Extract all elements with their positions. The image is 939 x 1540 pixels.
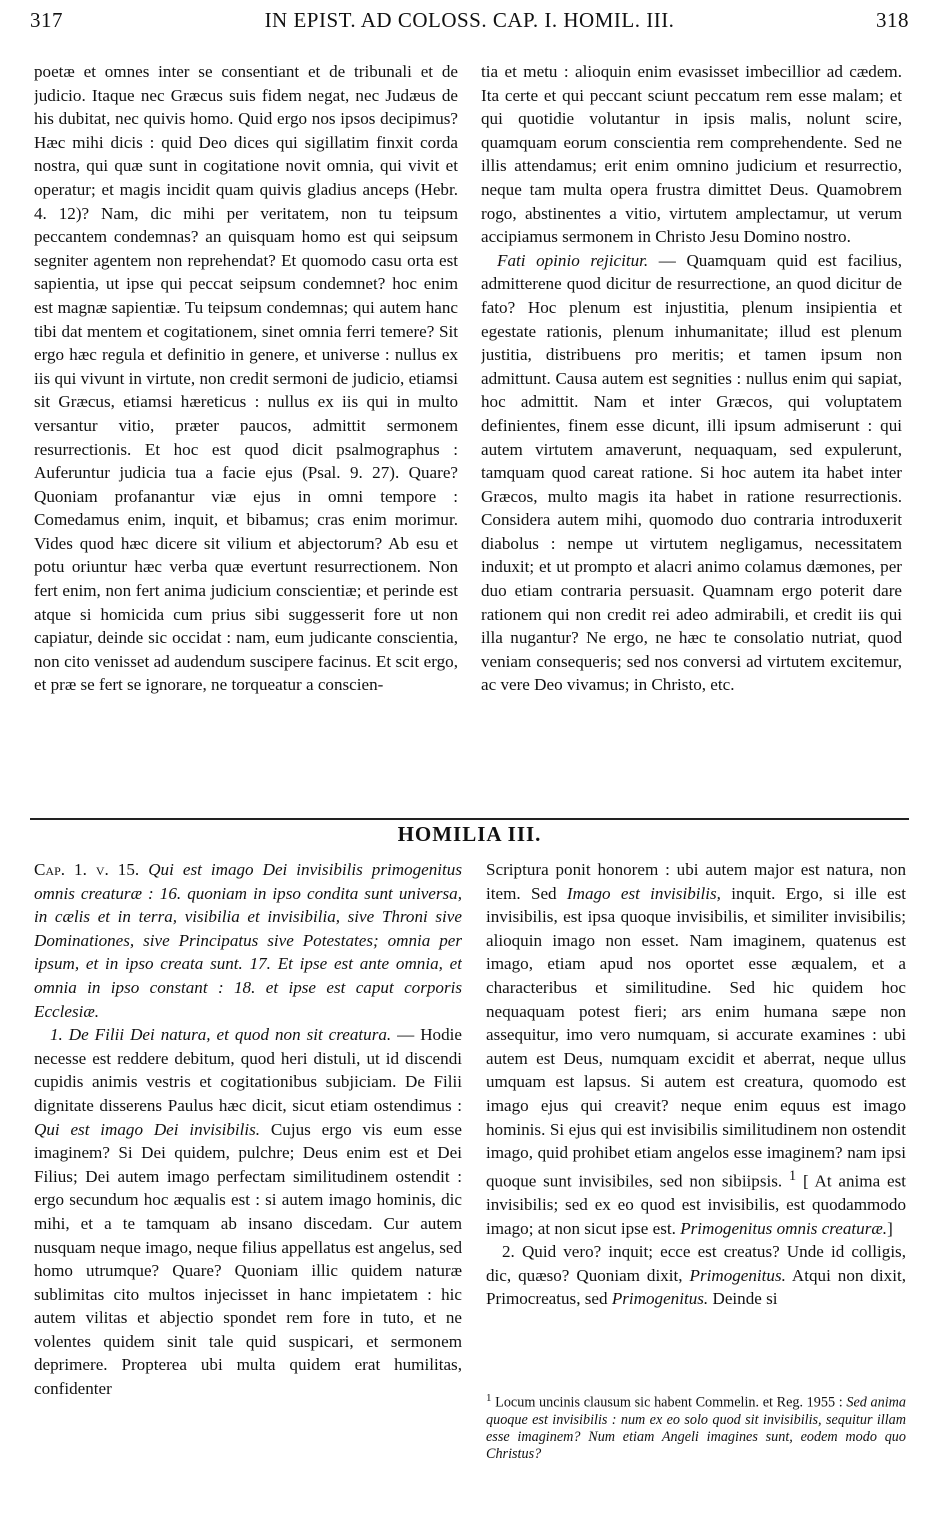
section-divider (30, 818, 909, 820)
body-text: Scriptura ponit honorem : ubi autem major est natura, non item. Sed (486, 860, 906, 903)
body-text: Cujus ergo vis eum esse imaginem? Si Dei quidem, pulchre; Deus enim est et Dei Filius; Dei autem imago perfectam similitudinem ostendit : ergo secundum hoc æqualis est : si autem imago hominis, dic mihi, et a te tamquam ab insano discedam. Cur autem nusquam neque imago, neque filius appellatus est angelus, sed homo utrumque? Quare? Quoniam illic quidem naturæ sublimitas cito multos injecisset in hanc impietatem : hic autem vilitas et abjectio spondet rem fore in tuto, et ne volentes quidem sinit tale quid suspicari, et sermonem deprimere. Propterea ubi multa quidem erat humilitas, confidenter (34, 1119, 462, 1399)
body-text: 2. Quid vero? inquit; ecce est creatus? Unde id colligis, dic, quæso? Quoniam dixit, (486, 1242, 906, 1285)
page-number-left: 317 (30, 8, 63, 32)
body-text: — Quamquam quid est facilius, admitterene quod dicitur de resurrectione, an quod dicitur de fato? Hoc plenum est injustitia, plenum insipientia et egestate rationis, plenum inhumanitate; illud est plenum justitia, distribuens pro meritis; et tamen ipsum non admittunt. Causa autem est segnities : nullus enim qui sapiat, hoc admittit. Nam et inter Græcos, qui voluptatem definientes, finem esse dicunt, illi ipsum admiserunt : qui autem virtutem amaverunt, nequaquam, sed expulerunt, tamquam quod careat ratione. Si hoc autem ita habet inter Græcos, multo magis ita habet in ratione resurrectionis. Considera autem mihi, quomodo duo contraria introduxerit diabolus : nempe ut virtutem negligamus, necessitatem induxit; et ut prompto et alacri animo colamus dæmones, per duo etiam contraria persuasit. Quamnam ergo poterit dare rationem qui non credit rei adeo admirabili, et credit iis qui illa nugantur? Ne ergo, ne hæc te consolatio nutriat, quod veniam consequeris; sed nos conversi ad virtutem excitemur, ac vere Deo vivamus; in Christo, etc. (481, 250, 902, 695)
scripture-passage (34, 858, 462, 1023)
body-text: [ At anima est invisibilis; sed ex eo quod est invisibilis, est quodammodo imago; at non sicut ipse est. (486, 1171, 906, 1238)
scripture-text: Qui est imago Dei invisibilis primogenitus omnis creaturæ : 16. quoniam in ipso condita sunt universa, in cælis et in terra, visibilia et invisibilia, sive Throni sive Dominationes, sive Principatus sive Potestates; omnia per ipsum, et in ipso creata sunt. 17. Et ipse est ante omnia, et omnia in ipso constant : 18. et ipse est caput corporis Ecclesiæ. (34, 860, 462, 1021)
bottom-right-column (486, 858, 906, 1378)
quotation: Primogenitus. (689, 1265, 786, 1285)
section-heading: 1. De Filii Dei natura, et quod non sit creatura. (50, 1025, 392, 1045)
body-text: — Hodie necesse est reddere debitum, quod heri distuli, ut id discendi cupidis animis vestris et cogitationibus subjiciam. De Filii dignitate disserens Paulus hæc dicit, sicut etiam ostendimus : (34, 1025, 462, 1115)
body-paragraph (486, 1240, 906, 1311)
body-text: Atqui non dixit, Primocreatus, sed (486, 1265, 906, 1309)
quotation: Primogenitus. (611, 1289, 709, 1309)
chapter-label: Cap. 1. v. 15. (34, 860, 140, 879)
top-right-column (481, 60, 902, 800)
running-head-title: IN EPIST. AD COLOSS. CAP. I. HOMIL. III. (264, 8, 675, 32)
quotation: Imago est invisibilis, (566, 883, 721, 903)
footnote-text: Locum uncinis clausum sic habent Commelin. et Reg. 1955 : (491, 1394, 847, 1411)
homily-title: HOMILIA III. (397, 822, 542, 846)
footnote (486, 1390, 906, 1463)
running-head (30, 8, 909, 42)
body-paragraph: tia et metu : alioquin enim evasisset imbecillior ad cædem. Ita certe et qui peccant sciunt peccatum rem esse malam; et qui quotidie volutantur in ipsis malis, nolunt scire, quamquam eorum conscientia rem comprehendente. Sed ne illis attendamus; erit enim omnino judicium et resurrectio, neque tam multa opera frustra dimittet Deus. Quamobrem rogo, abstinentes a vitio, virtutem amplectamur, ut verum accipiamus sermonem in Christo Jesu Domino nostro. (481, 62, 902, 247)
quotation: Qui est imago Dei invisibilis. (34, 1119, 261, 1139)
footnote-marker: 1 (486, 1392, 492, 1404)
footnote-marker: 1 (789, 1167, 797, 1184)
body-paragraph (486, 858, 906, 1240)
body-paragraph: poetæ et omnes inter se consentiant et de tribunali et de judicio. Itaque nec Græcus suis fidem negat, nec Judæus de his dubitat, nec quivis homo. Quid ergo nos ipsos decipimus? Hæc mihi dicis : quid Deo dices qui sigillatim finxit corda nostra, qui quæ sunt in cogitatione novit omnia, qui vivit et operatur; et magis incidit quam quivis gladius anceps (Hebr. 4. 12)? Nam, dic mihi per veritatem, non tu teipsum peccantem condemnas? an quisquam homo est qui seipsum segniter agentem non reprehendat? Et quomodo casu orta est sapientia, ut ipse qui peccat seipsum condemnet? hoc enim est magnæ sapientiæ. Tu teipsum condemnas; qui autem hanc tibi dat mentem et cogitationem, sinet omnia ferri temere? Sit ergo hæc regula et definitio in genere, et universe : nullus ex iis qui vivunt in virtute, non credit sermoni de judicio, etiamsi sit Græcus, etiamsi hæreticus : nullus ex iis qui in multo versantur vitio, præter paucos, admittit sermonem resurrectionis. Et hoc est quod dicit psalmographus : Auferuntur judicia tua a facie ejus (Psal. 9. 27). Quare? Quoniam profanantur viæ ejus in omni tempore : Comedamus enim, inquit, et bibamus; cras enim morimur. Vides quod hæc dicere sit vilium et abjectorum? Ab esu et potu oriuntur hæc verba quæ evertunt resurrectionem. Non fert enim, non fert anima judicium conscientiæ; et perinde est atque si homicida cum prius sibi suggesserit fore ut non capiatur, deinde sic occidat : nam, eum judicante conscientia, non cito venisset ad audendum suscipere facinus. Et scit ergo, et præ se fert se ignorare, ne torqueatur a conscien- (34, 62, 458, 695)
body-paragraph (34, 1023, 462, 1401)
quotation: Primogenitus omnis creaturæ. (680, 1218, 888, 1238)
body-text: Deinde si (708, 1289, 778, 1309)
body-text: ] (887, 1218, 893, 1238)
body-text: inquit. Ergo, si ille est invisibilis, est ipsa quoque invisibilis, et similiter invisibilis; alioquin imago non esset. Nam imaginem, quatenus est imago, etiam apud nos oportet esse æqualem, et a characteribus et similitudine. Sed hic quidem hoc nequaquam potest fieri; ars enim humana sæpe non assequitur, imo vero numquam, si accurate examines : ubi autem est Deus, numquam excidit et aberrat, neque ullus umquam est lapsus. Si autem est creatura, quomodo est imago ejus qui creavit? neque enim equus est imago hominis. Si ejus qui est invisibilis similitudinem non ostendit imago, quid prohibet etiam angelos esse imaginem? nam ipsi quoque sunt invisibiles, sed non sibiipsis. (486, 883, 906, 1191)
top-left-column (34, 60, 458, 800)
body-paragraph (481, 249, 902, 697)
section-heading: Fati opinio rejicitur. (497, 250, 649, 270)
footnote-quotation: Sed anima quoque est invisibilis : num ex eo solo quod sit invisibilis, sequitur illam esse imaginem? Num etiam Angeli imagines sunt, eodem modo quo Christus? (486, 1394, 906, 1462)
page-number-right: 318 (876, 8, 909, 32)
bottom-left-column (34, 858, 462, 1538)
